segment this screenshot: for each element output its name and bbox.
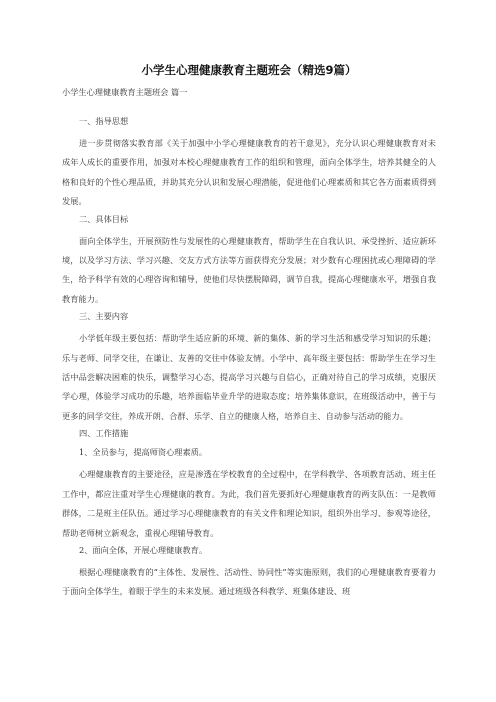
section-heading-work-measures: 四、工作措施 — [79, 428, 129, 439]
section-heading-specific-goals: 二、具体目标 — [79, 213, 129, 224]
section-heading-guiding-ideology: 一、指导思想 — [79, 116, 129, 126]
subsection-heading-full-participation: 1、全员参与，提高师资心理素质。 — [79, 447, 208, 458]
document-title: 小学生心理健康教育主题班会（精选9篇） — [141, 63, 357, 77]
paragraph-specific-goals: 面向全体学生，开展预防性与发展性的心理健康教育，帮助学生在自我认识、承受挫折、适应新环境，以及学习方法、学习兴趣、交友方式方法等方面获得充分发展；对少数有心理困扰或心理障碍的学生，给予科学有效的心理咨询和辅导，使他们尽快摆脱障碍，调节自我，提高心理健康水平，增强自我教育能力。 — [62, 235, 436, 304]
paragraph-full-participation: 心理健康教育的主要途径，应是渗透在学校教育的全过程中，在学科教学、各项教育活动、班主任工作中，都应注重对学生心理健康的教育。为此，我们首先要抓好心理健康教育的两支队伍：一是教师群体，二是班主任队伍。通过学习心理健康教育的有关文件和理论知识，组织外出学习、参观等途径，帮助老师树立新观念，重视心理辅导教育。 — [62, 469, 436, 538]
section-heading-main-content: 三、主要内容 — [79, 311, 129, 322]
document-subtitle: 小学生心理健康教育主题班会 篇一 — [62, 87, 188, 97]
paragraph-main-content: 小学低年级主要包括：帮助学生适应新的环境、新的集体、新的学习生活和感受学习知识的乐趣；乐与老师、同学交往，在谦让、友善的交往中体验友情。小学中、高年级主要包括：帮助学生在学习生活中品尝解决困难的快乐，调整学习心态，提高学习兴趣与自信心，正确对待自己的学习成绩，克服厌学心理，体验学习成功的乐趣，培养面临毕业升学的进取态度；培养集体意识，在班级活动中，善于与更多的同学交往，养成开朗、合群、乐学、自立的健康人格，培养自主、自动参与活动的能力。 — [62, 333, 436, 421]
subsection-heading-all-students: 2、面向全体，开展心理健康教育。 — [79, 544, 208, 555]
paragraph-all-students: 根据心理健康教育的“主体性、发展性、活动性、协同性”等实施原则，我们的心理健康教育要着力于面向全体学生，着眼于学生的未来发展。通过班级各科教学、班集体建设、班 — [62, 566, 436, 597]
document-page — [62, 62, 436, 603]
paragraph-guiding-ideology: 进一步贯彻落实教育部《关于加强中小学心理健康教育的若干意见》，充分认识心理健康教育对未成年人成长的重要作用，加强对本校心理健康教育工作的组织和管理，面向全体学生，培养其健全的人格和良好的个性心理品质，并助其充分认识和发展心理潜能，促进他们心理素质和其它各方面素质得到发展。 — [62, 138, 436, 207]
